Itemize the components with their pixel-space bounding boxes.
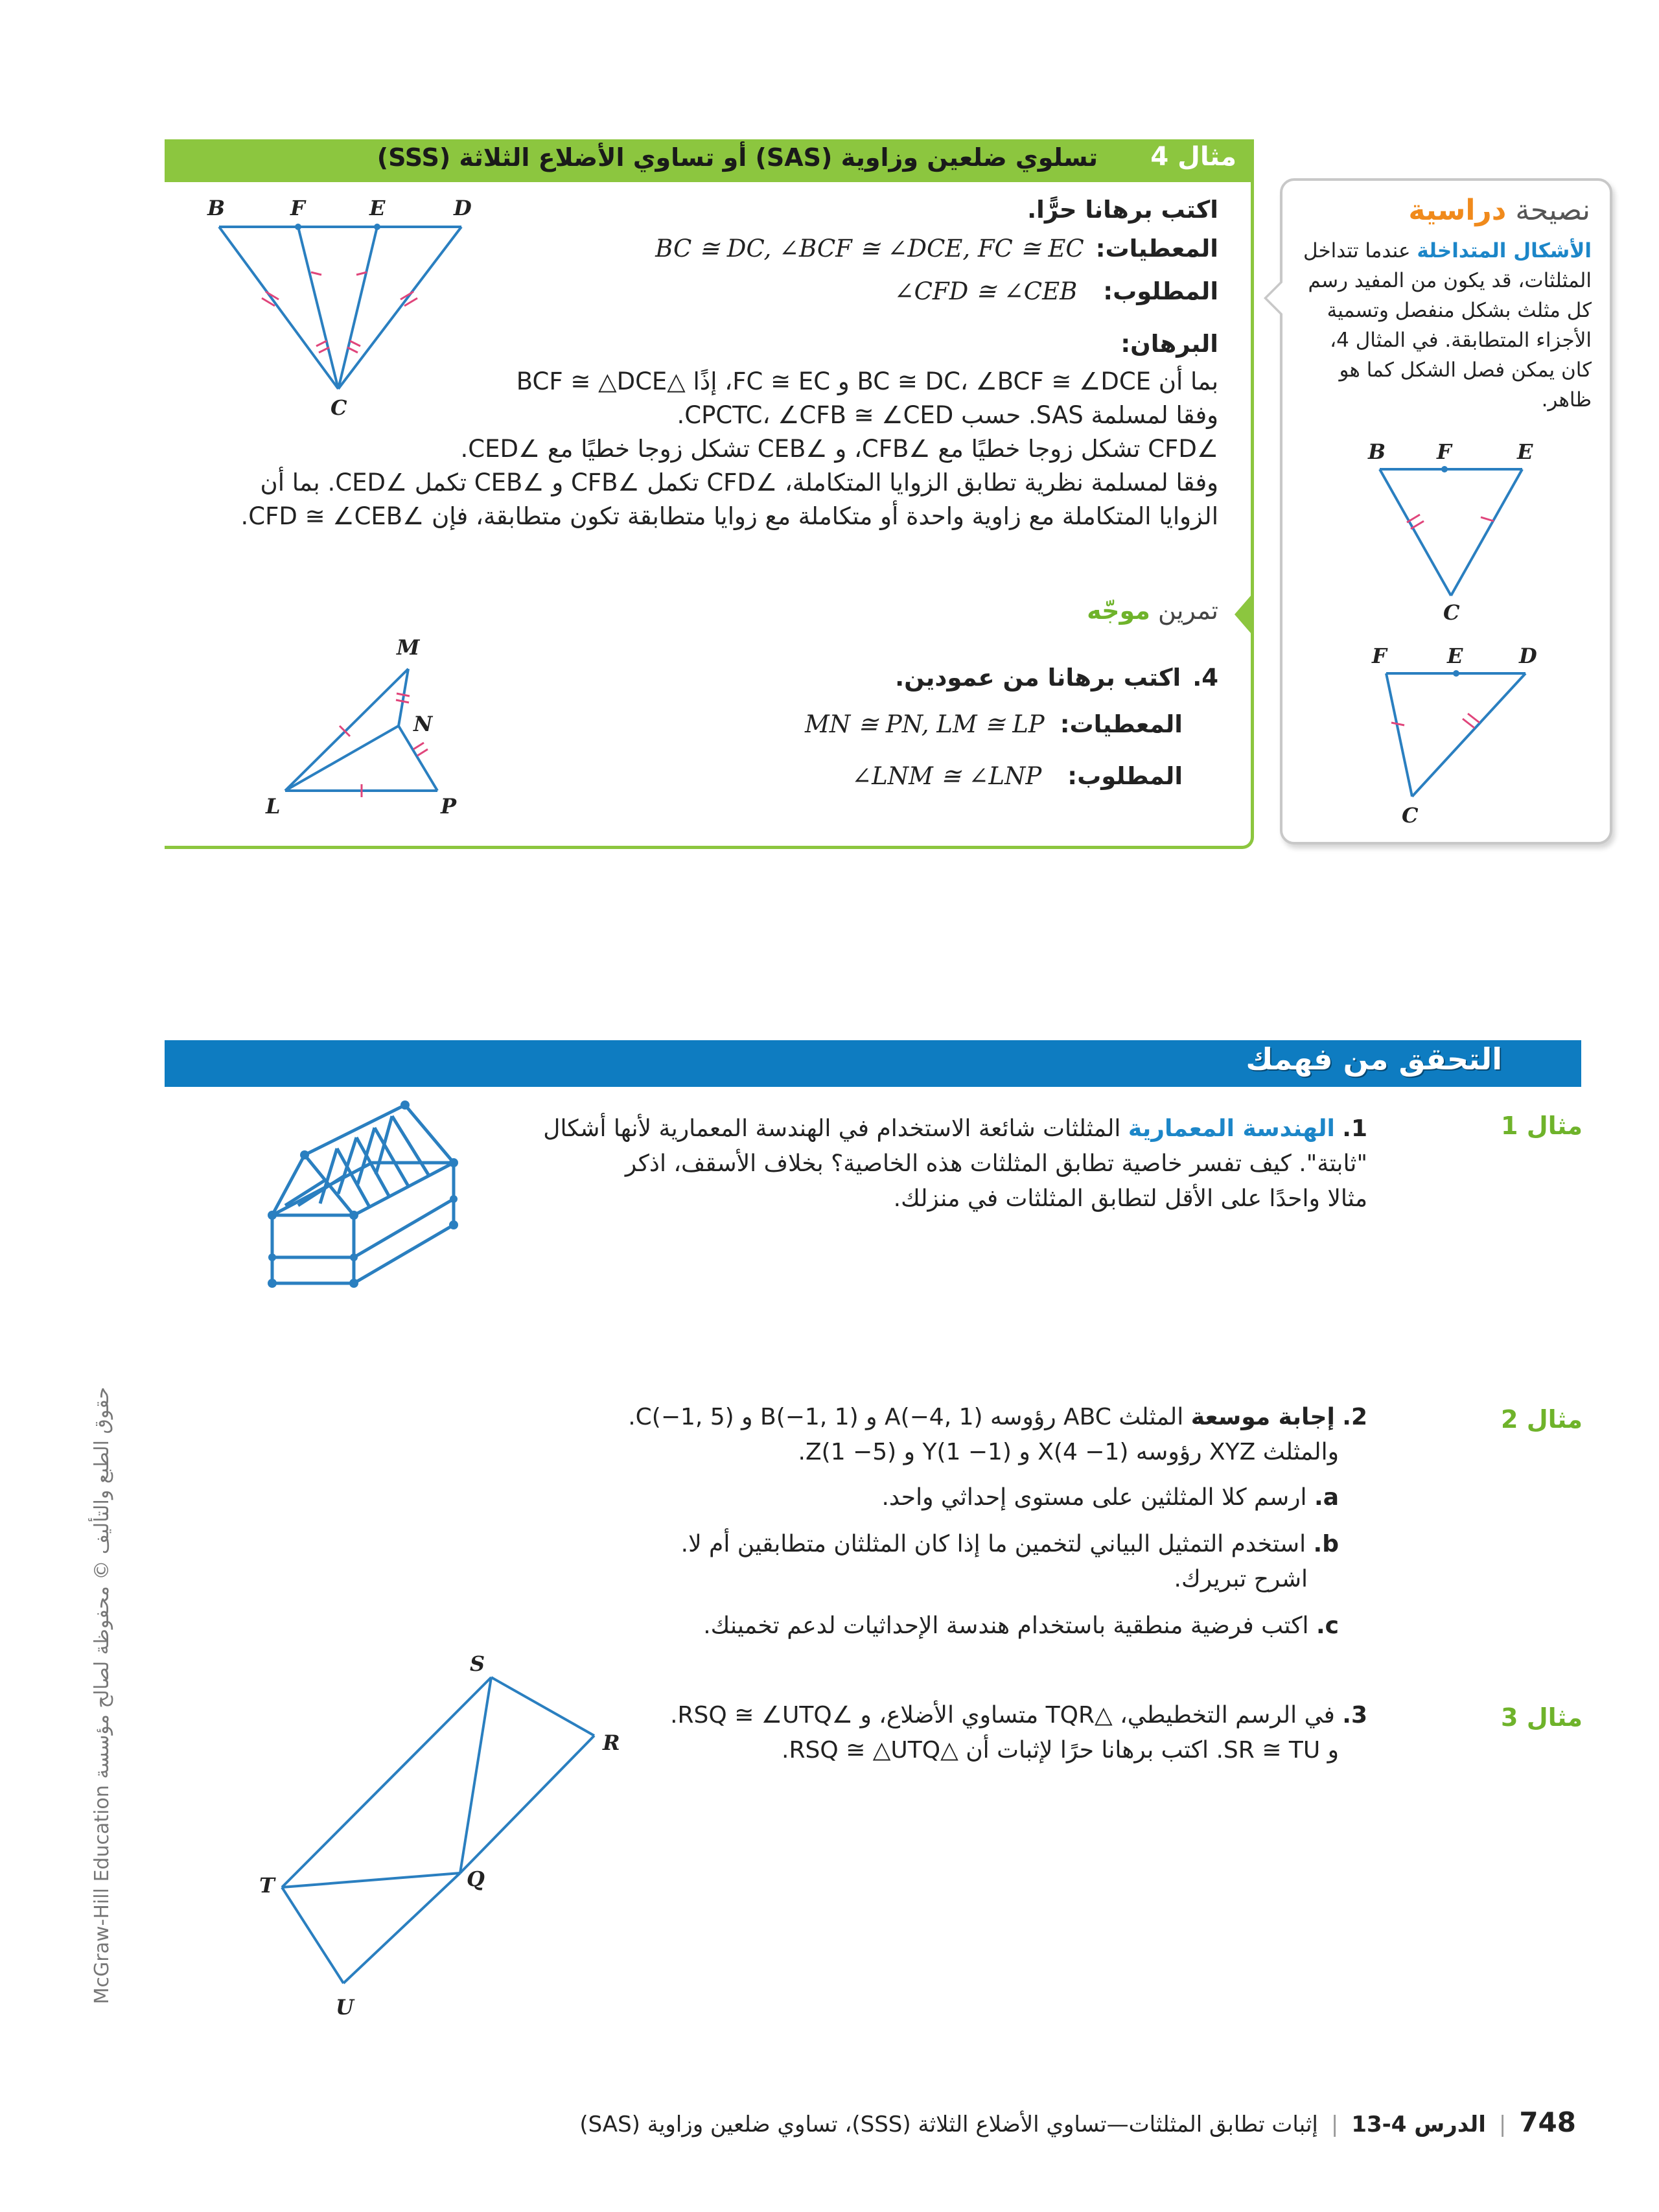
question-2-tag: مثال 2	[1501, 1405, 1583, 1434]
exercise-given-label: المعطيات:	[1060, 710, 1183, 738]
fig-label-E: E	[369, 196, 386, 220]
q1-line: "ثابتة". كيف تفسر خاصية تطابق المثلثات هذه الخاصية؟ بخلاف الأسقف، اذكر	[625, 1150, 1367, 1177]
q2-part-letter: c.	[1316, 1612, 1339, 1639]
fig-label-D: D	[454, 196, 472, 220]
footer-separator: |	[1330, 2112, 1339, 2137]
question-3-figure	[259, 1653, 648, 2029]
exercise-given-row	[805, 708, 1183, 741]
q1-line: المثلثات شائعة الاستخدام في الهندسة المعمارية لأنها أشكال	[543, 1115, 1121, 1142]
ex-fig-label-P: P	[441, 794, 457, 819]
q1-number: 1.	[1342, 1115, 1367, 1142]
question-1-tag: مثال 1	[1501, 1112, 1583, 1140]
question-2	[266, 1400, 1367, 1644]
q3-label-R: R	[603, 1730, 620, 1755]
copyright-credit: حقوق الطبع والتأليف © محفوظة لصالح مؤسسة McGraw-Hill Education	[91, 1387, 113, 2005]
fig-label-F: F	[290, 196, 305, 220]
tip-title	[1408, 194, 1590, 227]
ex-fig-label-L: L	[266, 794, 281, 819]
q3-label-U: U	[336, 1995, 354, 2020]
q2-keyword: إجابة موسعة	[1190, 1404, 1335, 1430]
q2-line: والمثلث XYZ رؤوسه X(4 −1) و Y(1 −1) و Z(1 −5).	[798, 1439, 1339, 1465]
exercise-figure	[253, 635, 486, 823]
exercise-given-math: MN ≅ PN, LM ≅ LP	[805, 710, 1045, 738]
proof-line: الزوايا المتكاملة مع زاوية واحدة أو متكاملة مع زوايا متطابقة تكون متطابقة، فإن ∠CFD ≅ ∠CEB.	[240, 502, 1218, 530]
fig-label-B: B	[207, 196, 226, 220]
q3-label-S: S	[470, 1653, 485, 1676]
check-header-bar	[165, 1040, 1581, 1087]
guided-practice-heading	[1087, 596, 1218, 625]
proof-line: وفقا لمسلمة SAS. حسب CPCTC، ∠CFB ≅ ∠CED.	[677, 401, 1218, 429]
guided-label: تمرين	[1157, 596, 1218, 625]
q1-line: مثالا واحدًا على الأقل لتطابق المثلثات في منزلك.	[893, 1185, 1367, 1212]
page-footer	[579, 2106, 1576, 2138]
tip-pointer-inner	[1267, 283, 1282, 314]
tip1-label-C: C	[1443, 600, 1460, 625]
q3-label-T: T	[259, 1873, 275, 1898]
question-3-tag: مثال 3	[1501, 1703, 1583, 1732]
study-tip-box	[1280, 178, 1612, 844]
given-math: BC ≅ DC, ∠BCF ≅ ∠DCE, FC ≅ EC	[655, 235, 1084, 262]
prove-math: ∠CFD ≅ ∠CEB	[894, 277, 1078, 305]
given-row	[655, 232, 1218, 266]
q2-part-line: ارسم كلا المثلثين على مستوى إحداثي واحد.	[881, 1484, 1307, 1511]
tip-title-plain: نصيحة	[1515, 194, 1590, 227]
roof-truss-figure	[259, 1095, 473, 1296]
tip-text	[1300, 236, 1592, 415]
q2-part-line: اشرح تبريرك.	[1174, 1566, 1308, 1592]
prove-row	[894, 275, 1218, 309]
tip-figure-1	[1354, 437, 1548, 625]
page-number: 748	[1519, 2106, 1576, 2138]
q2-part-c	[266, 1609, 1339, 1644]
q2-part-b	[266, 1527, 1339, 1562]
tip1-label-E: E	[1517, 439, 1533, 464]
exercise-prove-row	[852, 760, 1183, 793]
proof-label: البرهان:	[1120, 330, 1218, 358]
q2-part-line: استخدم التمثيل البياني لتخمين ما إذا كان المثلثان متطابقين أم لا.	[680, 1531, 1306, 1557]
q2-part-line: اكتب فرضية منطقية باستخدام هندسة الإحداثيات لدعم تخمينك.	[703, 1612, 1309, 1639]
exercise-instruction: اكتب برهانا من عمودين.	[895, 664, 1181, 692]
example-label: مثال 4	[1150, 142, 1236, 172]
given-label: المعطيات:	[1095, 235, 1218, 262]
tip2-label-D: D	[1519, 644, 1537, 668]
tip-title-accent: دراسية	[1408, 194, 1507, 227]
example-header-bar	[165, 139, 1253, 182]
q2-number: 2.	[1342, 1404, 1367, 1430]
proof-line: وفقا لمسلمة نظرية تطابق الزوايا المتكاملة، ∠CFD تكمل ∠CFB و ∠CEB تكمل ∠CED. بما أن	[260, 469, 1218, 496]
exercise-prove-label: المطلوب:	[1067, 762, 1183, 790]
q2-part-letter: a.	[1314, 1484, 1339, 1511]
prove-label: المطلوب:	[1103, 277, 1218, 305]
q1-keyword: الهندسة المعمارية	[1128, 1115, 1335, 1142]
tip2-label-E: E	[1447, 644, 1463, 668]
tip-heading: الأشكال المتداخلة	[1417, 239, 1592, 262]
tip-figure-2	[1360, 641, 1555, 829]
exercise-number: 4.	[1192, 664, 1218, 692]
q2-part-a	[266, 1480, 1339, 1515]
tip2-label-F: F	[1372, 644, 1387, 668]
lesson-label: الدرس 4-13	[1351, 2112, 1486, 2137]
guided-label-accent: موجّه	[1087, 596, 1150, 625]
exercise-4	[895, 661, 1218, 695]
ex-fig-label-N: N	[413, 712, 433, 736]
q2-line: المثلث ABC رؤوسه A(−4, 1) و B(−1, 1) و C(−1, 5).	[628, 1404, 1184, 1430]
lesson-title: إثبات تطابق المثلثات—تساوي الأضلاع الثلاثة (SSS)، تساوي ضلعين وزاوية (SAS)	[579, 2112, 1318, 2137]
question-1	[525, 1112, 1367, 1217]
exercise-prove-math: ∠LNM ≅ ∠LNP	[852, 762, 1042, 790]
proof-line: بما أن BC ≅ DC، ∠BCF ≅ ∠DCE و FC ≅ EC، إذًا △BCF ≅ △DCE	[516, 367, 1218, 395]
footer-separator: |	[1498, 2112, 1507, 2137]
q3-label-Q: Q	[467, 1867, 485, 1891]
proof-line: ∠CFD تشكل زوجا خطيًا مع ∠CFB، و ∠CEB تشكل زوجا خطيًا مع ∠CED.	[460, 435, 1218, 463]
q3-line: في الرسم التخطيطي، △TQR متساوي الأضلاع، و ∠RSQ ≅ ∠UTQ.	[670, 1702, 1335, 1729]
q2-part-letter: b.	[1313, 1531, 1339, 1557]
ex-fig-label-M: M	[397, 635, 420, 660]
check-title: التحقق من فهمك	[1246, 1042, 1502, 1077]
tip1-label-F: F	[1437, 439, 1452, 464]
fig-label-C: C	[331, 395, 347, 420]
tip2-label-C: C	[1402, 803, 1419, 828]
tip1-label-B: B	[1368, 439, 1386, 464]
example-title: تسلوي ضلعين وزاوية (SAS) أو تساوي الأضلاع الثلاثة (SSS)	[377, 143, 1098, 172]
q3-line: و SR ≅ TU. اكتب برهانا حرًا لإثبات أن △RSQ ≅ △UTQ.	[782, 1737, 1339, 1764]
example-figure	[194, 188, 493, 428]
guided-marker	[1235, 595, 1251, 634]
tip-body: عندما تتداخل المثلثات، قد يكون من المفيد رسم كل مثلث بشكل منفصل وتسمية الأجزاء المتطابقة. في المثال 4، كان يمكن فصل الشكل كما هو ظاهر.	[1303, 239, 1592, 412]
q3-number: 3.	[1342, 1702, 1367, 1729]
example-instruction: اكتب برهانا حرًّا.	[1027, 196, 1218, 224]
